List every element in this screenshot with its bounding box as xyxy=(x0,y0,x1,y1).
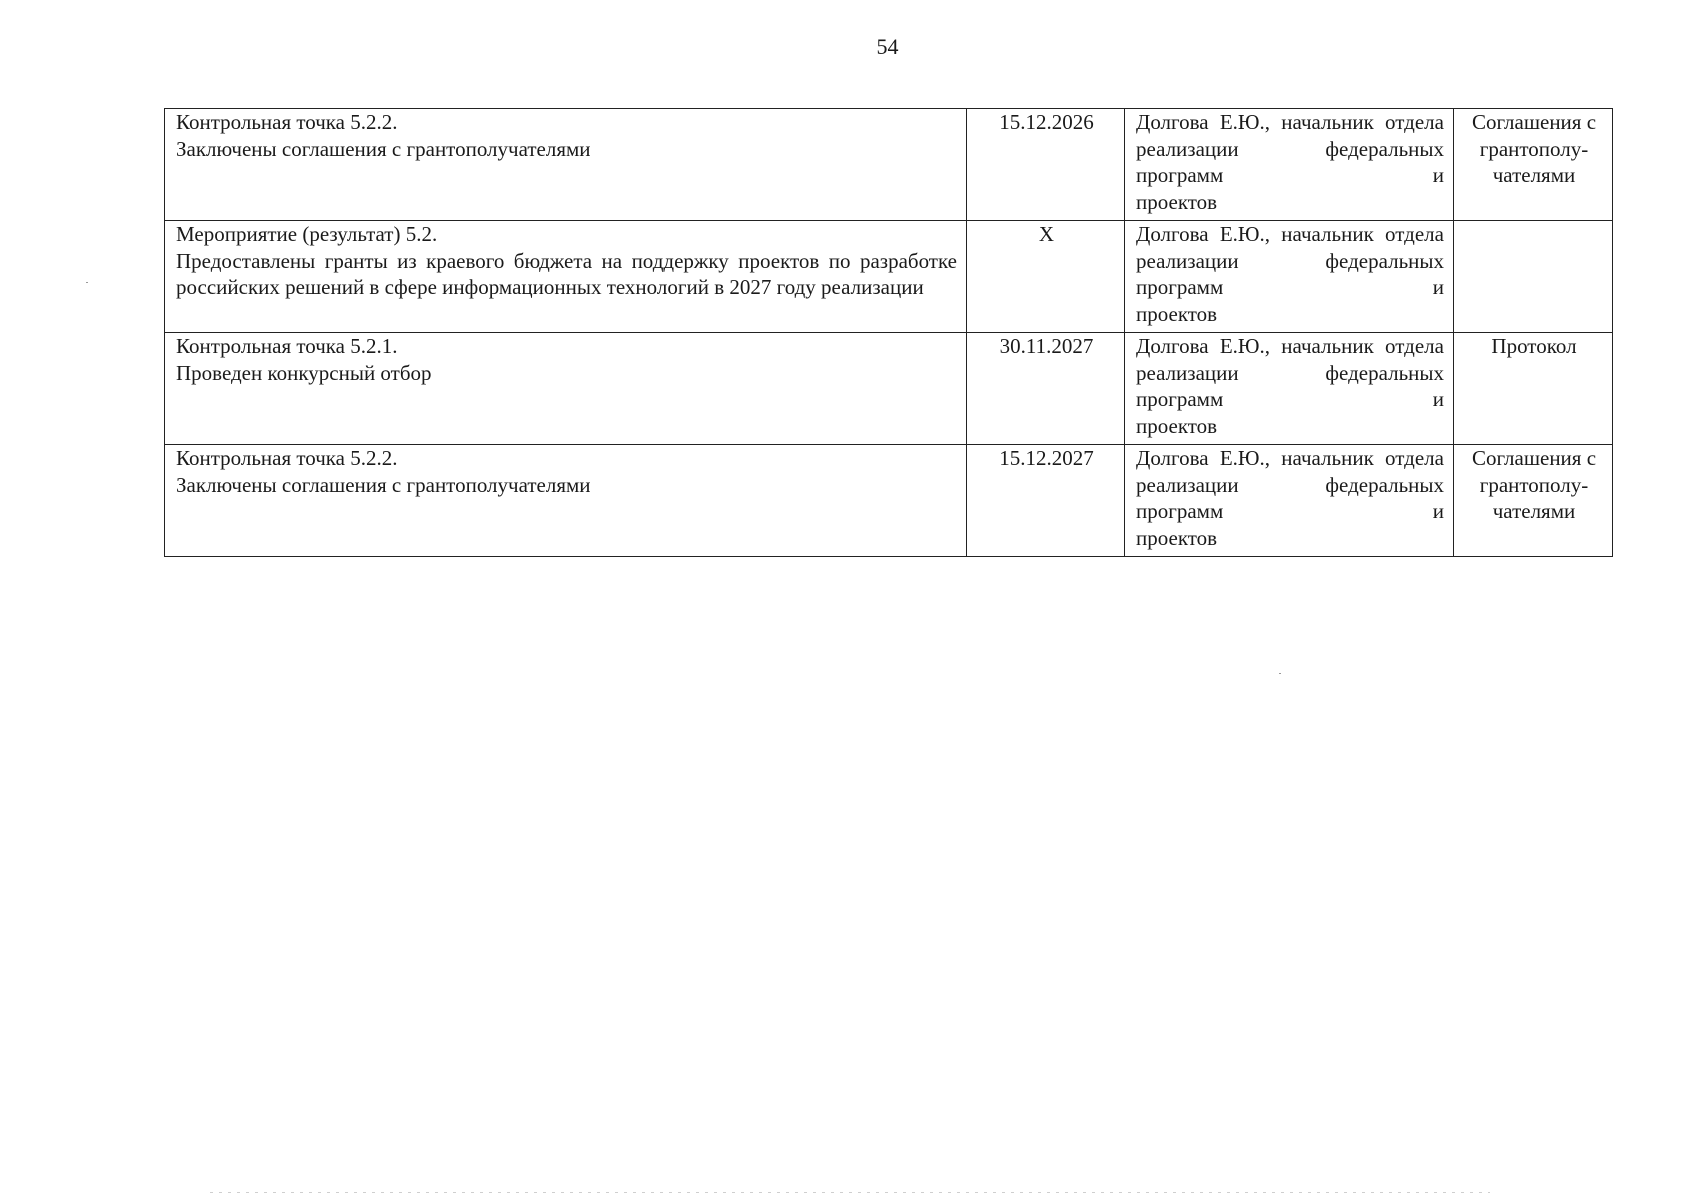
page-number: 54 xyxy=(876,34,899,59)
responsible-text: Долгова Е.Ю., начальник отдела реализации федеральных программ и xyxy=(1136,222,1444,299)
responsible-text: Долгова Е.Ю., начальник отдела реализации федеральных программ и xyxy=(1136,334,1444,411)
document-cell: Соглашения с грантополу-чателями xyxy=(1454,445,1613,557)
event-text: Предоставлены гранты из краевого бюджета на поддержку проектов по разработке российских решений в сфере информационных технологий в 2027 году реализации xyxy=(176,248,957,299)
event-title: Мероприятие (результат) 5.2. xyxy=(176,222,438,246)
table-row xyxy=(165,109,1613,221)
scan-speck xyxy=(86,282,88,283)
scan-edge-noise xyxy=(210,1192,1490,1193)
plan-table xyxy=(164,108,1613,557)
document-cell xyxy=(1454,221,1613,333)
date-cell: 30.11.2027 xyxy=(967,333,1125,445)
event-text: Заключены соглашения с грантополучателями xyxy=(176,472,591,497)
responsible-cell xyxy=(1125,221,1454,333)
responsible-cell xyxy=(1125,445,1454,557)
event-title: Контрольная точка 5.2.2. xyxy=(176,446,398,470)
event-cell xyxy=(165,221,967,333)
document-cell: Соглашения с грантополу-чателями xyxy=(1454,109,1613,221)
responsible-text-last: проектов xyxy=(1136,189,1218,214)
document-cell: Протокол xyxy=(1454,333,1613,445)
responsible-text-last: проектов xyxy=(1136,525,1218,550)
event-cell xyxy=(165,109,967,221)
table-row xyxy=(165,445,1613,557)
responsible-text-last: проектов xyxy=(1136,301,1218,326)
table-row xyxy=(165,333,1613,445)
date-cell: 15.12.2026 xyxy=(967,109,1125,221)
event-title: Контрольная точка 5.2.2. xyxy=(176,110,398,134)
event-cell xyxy=(165,333,967,445)
table-row xyxy=(165,221,1613,333)
date-cell: X xyxy=(967,221,1125,333)
responsible-cell xyxy=(1125,109,1454,221)
date-cell: 15.12.2027 xyxy=(967,445,1125,557)
responsible-text: Долгова Е.Ю., начальник отдела реализации федеральных программ и xyxy=(1136,110,1444,187)
event-title: Контрольная точка 5.2.1. xyxy=(176,334,398,358)
scan-speck xyxy=(1279,673,1281,674)
responsible-text-last: проектов xyxy=(1136,413,1218,438)
event-text: Проведен конкурсный отбор xyxy=(176,360,432,385)
event-text: Заключены соглашения с грантополучателями xyxy=(176,136,591,161)
responsible-text: Долгова Е.Ю., начальник отдела реализации федеральных программ и xyxy=(1136,446,1444,523)
event-cell xyxy=(165,445,967,557)
responsible-cell xyxy=(1125,333,1454,445)
